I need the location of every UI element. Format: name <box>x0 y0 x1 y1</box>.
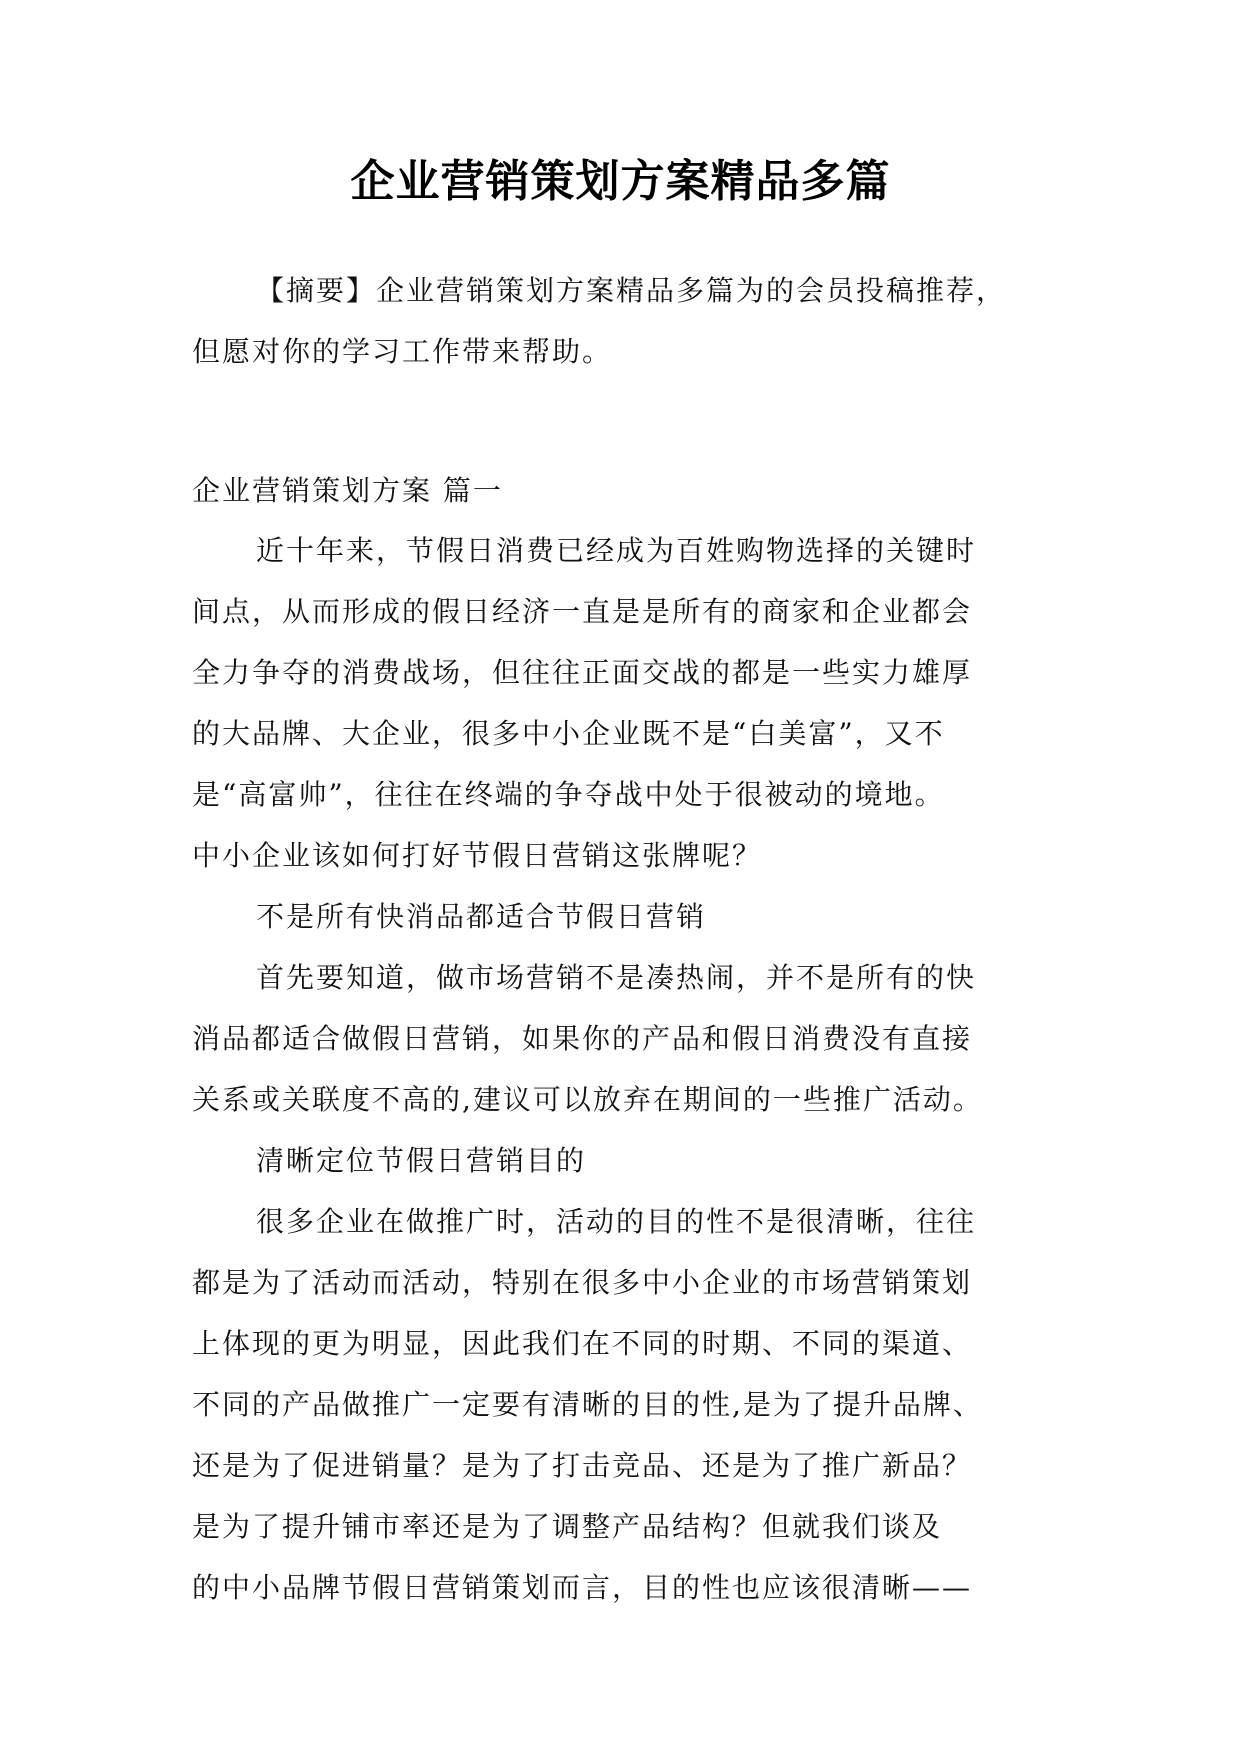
body-line: 上体现的更为明显，因此我们在不同的时期、不同的渠道、 <box>192 1327 973 1360</box>
body-line: 消品都适合做假日营销，如果你的产品和假日消费没有直接 <box>192 1022 973 1055</box>
body-line: 清晰定位节假日营销目的 <box>256 1144 587 1177</box>
abstract-line-2: 但愿对你的学习工作带来帮助。 <box>192 335 613 368</box>
body-line: 关系或关联度不高的,建议可以放弃在期间的一些推广活动。 <box>192 1083 983 1116</box>
body-line: 还是为了促进销量？是为了打击竞品、还是为了推广新品？ <box>192 1449 973 1482</box>
body-line: 很多企业在做推广时，活动的目的性不是很清晰，往往 <box>256 1205 977 1238</box>
body-line: 全力争夺的消费战场，但往往正面交战的都是一些实力雄厚 <box>192 656 973 689</box>
body-line: 不是所有快消品都适合节假日营销 <box>256 900 707 933</box>
body-paragraphs <box>192 520 1072 1618</box>
body-line: 是“高富帅”，往往在终端的争夺战中处于很被动的境地。 <box>192 778 945 811</box>
abstract-paragraph <box>192 260 1072 382</box>
body-line: 的中小品牌节假日营销策划而言，目的性也应该很清晰—— <box>192 1571 973 1604</box>
body-line: 首先要知道，做市场营销不是凑热闹，并不是所有的快 <box>256 961 977 994</box>
body-line: 是为了提升铺市率还是为了调整产品结构？但就我们谈及 <box>192 1510 943 1543</box>
body-line: 的大品牌、大企业，很多中小企业既不是“白美富”，又不 <box>192 717 945 750</box>
document-title: 企业营销策划方案精品多篇 <box>350 156 891 207</box>
section-heading: 企业营销策划方案 篇一 <box>192 474 503 507</box>
body-line: 都是为了活动而活动，特别在很多中小企业的市场营销策划 <box>192 1266 973 1299</box>
body-line: 间点，从而形成的假日经济一直是是所有的商家和企业都会 <box>192 595 973 628</box>
body-line: 不同的产品做推广一定要有清晰的目的性,是为了提升品牌、 <box>192 1388 983 1421</box>
abstract-line-1: 【摘要】企业营销策划方案精品多篇为的会员投稿推荐， <box>256 274 1007 307</box>
body-line: 近十年来，节假日消费已经成为百姓购物选择的关键时 <box>256 534 977 567</box>
body-line: 中小企业该如何打好节假日营销这张牌呢？ <box>192 839 763 872</box>
